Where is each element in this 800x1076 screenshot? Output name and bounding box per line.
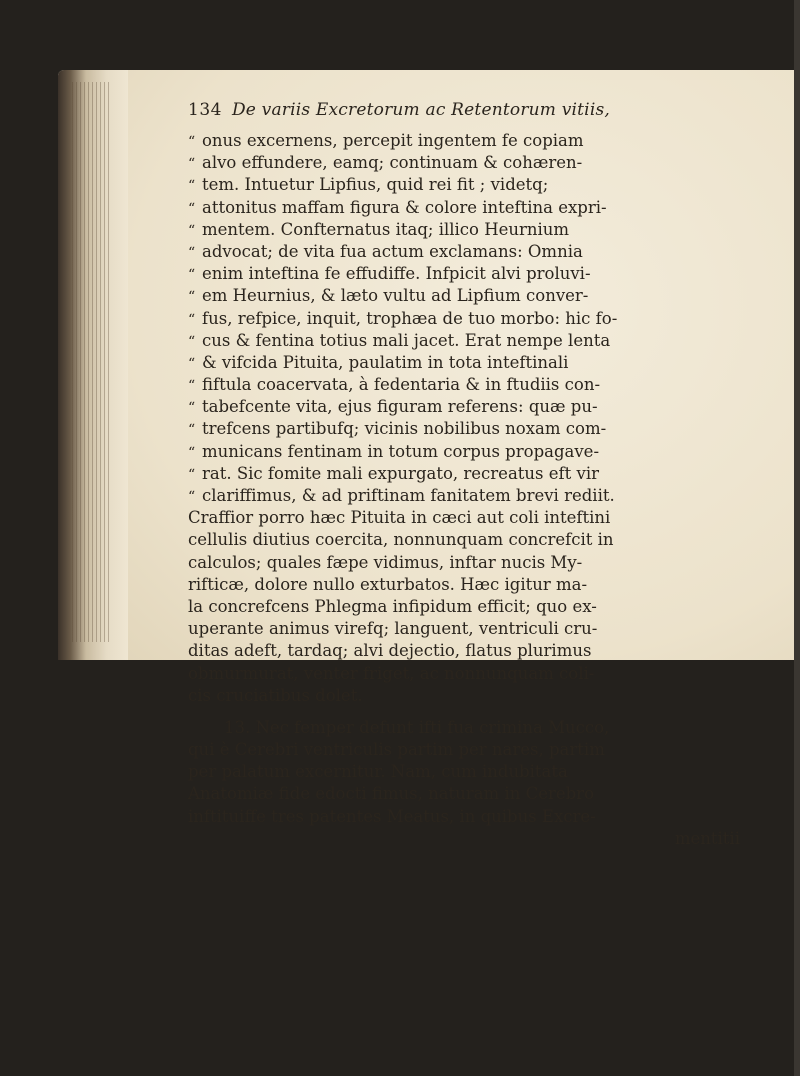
text-line: “ em Heurnius, & læto vultu ad Lipfium conver- <box>188 285 748 307</box>
text-line: Anatomiæ fide edocti fimus, naturam in Cerebro <box>188 784 594 804</box>
page-number: 134 <box>188 100 222 120</box>
text-line: Craffior porro hæc Pituita in cæci aut coli inteftini <box>188 508 611 528</box>
text-line: cellulis diutius coercita, nonnunquam concrefcit in <box>188 530 614 550</box>
paragraph-1 <box>188 130 748 707</box>
text-line: ditas adeft, tardaq; alvi dejectio, flatus plurimus <box>188 641 592 661</box>
stacked-leaves <box>72 82 112 642</box>
text-line: “ alvo effundere, eamq; continuam & cohæren- <box>188 152 748 174</box>
right-binding-edge <box>794 0 800 1076</box>
text-line: “ trefcens partibufq; vicinis nobilibus noxam com- <box>188 418 748 440</box>
running-title: De variis Excretorum ac Retentorum vitiis, <box>231 100 610 120</box>
text-line: “ rat. Sic fomite mali expurgato, recreatus eft vir <box>188 463 748 485</box>
text-line: “ clariffimus, & ad priftinam fanitatem brevi rediit. <box>188 485 748 507</box>
text-line: “ & vifcida Pituita, paulatim in tota inteftinali <box>188 352 748 374</box>
text-line: “ enim inteftina fe effudiffe. Infpicit alvi proluvi- <box>188 263 748 285</box>
text-line: “ attonitus maffam figura & colore inteftina expri- <box>188 197 748 219</box>
text-line: calculos; quales fæpe vidimus, inftar nucis My- <box>188 552 583 572</box>
text-line: per palatum excernitur. Nam, cum indubitata <box>188 762 568 782</box>
text-line: cis cruciatibus dolet. <box>188 685 363 705</box>
text-line: “ tem. Intuetur Lipfius, quid rei fit ; videtq; <box>188 174 748 196</box>
text-line: “ tabefcente vita, ejus figuram referens: quæ pu- <box>188 396 748 418</box>
text-line: rifticæ, dolore nullo exturbatos. Hæc igitur ma- <box>188 574 588 594</box>
text-line: “ fiftula coacervata, à fedentaria & in ftudiis con- <box>188 374 748 396</box>
running-head <box>120 100 748 130</box>
page-text <box>188 100 748 850</box>
text-line: “ municans fentinam in totum corpus propagave- <box>188 441 748 463</box>
text-line: “ onus excernens, percepit ingentem fe copiam <box>188 130 748 152</box>
paragraph-2 <box>188 717 748 850</box>
text-line: qui è Cerebri ventriculis partim per nares, partim <box>188 740 605 760</box>
text-line: 13. Nec femper defunt ifti fua crimina Mucco, <box>224 717 610 737</box>
text-line: “ fus, refpice, inquit, trophæa de tuo morbo: hic fo- <box>188 308 748 330</box>
text-line: “ cus & fentina totius mali jacet. Erat nempe lenta <box>188 330 748 352</box>
catchword: mentitii <box>674 828 740 848</box>
text-line: inftituiffe tres patentes Meatus, in quibus Excre- <box>188 806 596 826</box>
text-line: la concrefcens Phlegma infipidum efficit; quo ex- <box>188 596 597 616</box>
text-line: uperante animus virefq; languent, ventriculi cru- <box>188 619 598 639</box>
text-line: “ mentem. Confternatus itaq; illico Heurnium <box>188 219 748 241</box>
text-line: “ advocat; de vita fua actum exclamans: Omnia <box>188 241 748 263</box>
text-line: obmurmurat, venter friget, ac nonnunquam coli- <box>188 663 595 683</box>
